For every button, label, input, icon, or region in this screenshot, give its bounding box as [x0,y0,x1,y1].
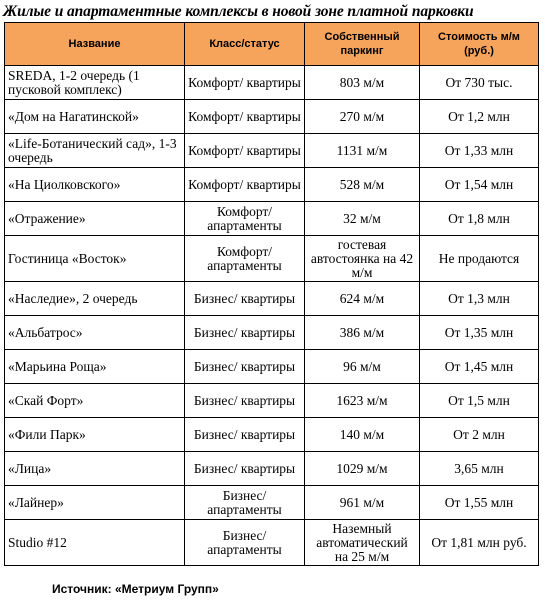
page-title: Жилые и апартаментные комплексы в новой зоне платной парковки [3,3,474,20]
cell-price: От 1,55 млн [420,486,539,520]
cell-name: «Дом на Нагатинской» [5,100,185,134]
cell-parking: 1131 м/м [305,134,420,168]
cell-price: От 1,33 млн [420,134,539,168]
table-row [5,384,539,418]
cell-price: От 1,81 млн руб. [420,520,539,566]
cell-class: Бизнес/ квартиры [185,282,305,316]
source-note: Источник: «Метриум Групп» [52,582,219,596]
cell-parking: 96 м/м [305,350,420,384]
cell-price: От 1,45 млн [420,350,539,384]
cell-class: Комфорт/ квартиры [185,100,305,134]
cell-parking: 1623 м/м [305,384,420,418]
cell-class: Комфорт/ квартиры [185,66,305,100]
cell-name: Studio #12 [5,520,185,566]
cell-class: Комфорт/ квартиры [185,134,305,168]
header-own-parking: Собственный паркинг [305,23,420,66]
header-price-per-space: Стоимость м/м (руб.) [420,23,539,66]
cell-name: «На Циолковского» [5,168,185,202]
cell-class: Бизнес/ квартиры [185,452,305,486]
cell-price: От 1,3 млн [420,282,539,316]
table-row [5,350,539,384]
cell-name: «Life-Ботанический сад», 1-3 очередь [5,134,185,168]
cell-parking: 528 м/м [305,168,420,202]
table-row [5,168,539,202]
cell-class: Бизнес/ квартиры [185,418,305,452]
cell-price: 3,65 млн [420,452,539,486]
table-row [5,202,539,236]
cell-name: Гостиница «Восток» [5,236,185,282]
table-row [5,100,539,134]
cell-price: Не продаются [420,236,539,282]
cell-class: Бизнес/ апартаменты [185,486,305,520]
table-row [5,282,539,316]
cell-name: «Отражение» [5,202,185,236]
table-row [5,486,539,520]
table-row [5,418,539,452]
cell-price: От 1,8 млн [420,202,539,236]
cell-class: Комфорт/ квартиры [185,168,305,202]
table-row [5,520,539,566]
cell-parking: 1029 м/м [305,452,420,486]
cell-name: «Альбатрос» [5,316,185,350]
header-name: Название [5,23,185,66]
cell-name: SREDA, 1-2 очередь (1 пусковой комплекс) [5,66,185,100]
cell-parking: 386 м/м [305,316,420,350]
cell-price: От 730 тыс. [420,66,539,100]
header-class-status: Класс/статус [185,23,305,66]
table-header-row [5,23,539,66]
cell-name: «Марьина Роща» [5,350,185,384]
cell-parking: гостевая автостоянка на 42 м/м [305,236,420,282]
cell-name: «Лица» [5,452,185,486]
cell-parking: 270 м/м [305,100,420,134]
cell-price: От 1,35 млн [420,316,539,350]
cell-price: От 1,2 млн [420,100,539,134]
cell-class: Бизнес/ квартиры [185,350,305,384]
parking-table [4,22,539,566]
cell-price: От 1,54 млн [420,168,539,202]
cell-price: От 2 млн [420,418,539,452]
table-row [5,236,539,282]
cell-parking: 32 м/м [305,202,420,236]
cell-parking: 624 м/м [305,282,420,316]
cell-name: «Скай Форт» [5,384,185,418]
cell-parking: 803 м/м [305,66,420,100]
cell-parking: 140 м/м [305,418,420,452]
table-row [5,134,539,168]
cell-class: Комфорт/ апартаменты [185,202,305,236]
cell-name: «Фили Парк» [5,418,185,452]
table-row [5,452,539,486]
cell-name: «Наследие», 2 очередь [5,282,185,316]
cell-class: Бизнес/ апартаменты [185,520,305,566]
cell-parking: Наземный автоматический на 25 м/м [305,520,420,566]
cell-price: От 1,5 млн [420,384,539,418]
cell-parking: 961 м/м [305,486,420,520]
cell-name: «Лайнер» [5,486,185,520]
cell-class: Бизнес/ квартиры [185,316,305,350]
cell-class: Бизнес/ квартиры [185,384,305,418]
cell-class: Комфорт/ апартаменты [185,236,305,282]
table-row [5,66,539,100]
table-row [5,316,539,350]
